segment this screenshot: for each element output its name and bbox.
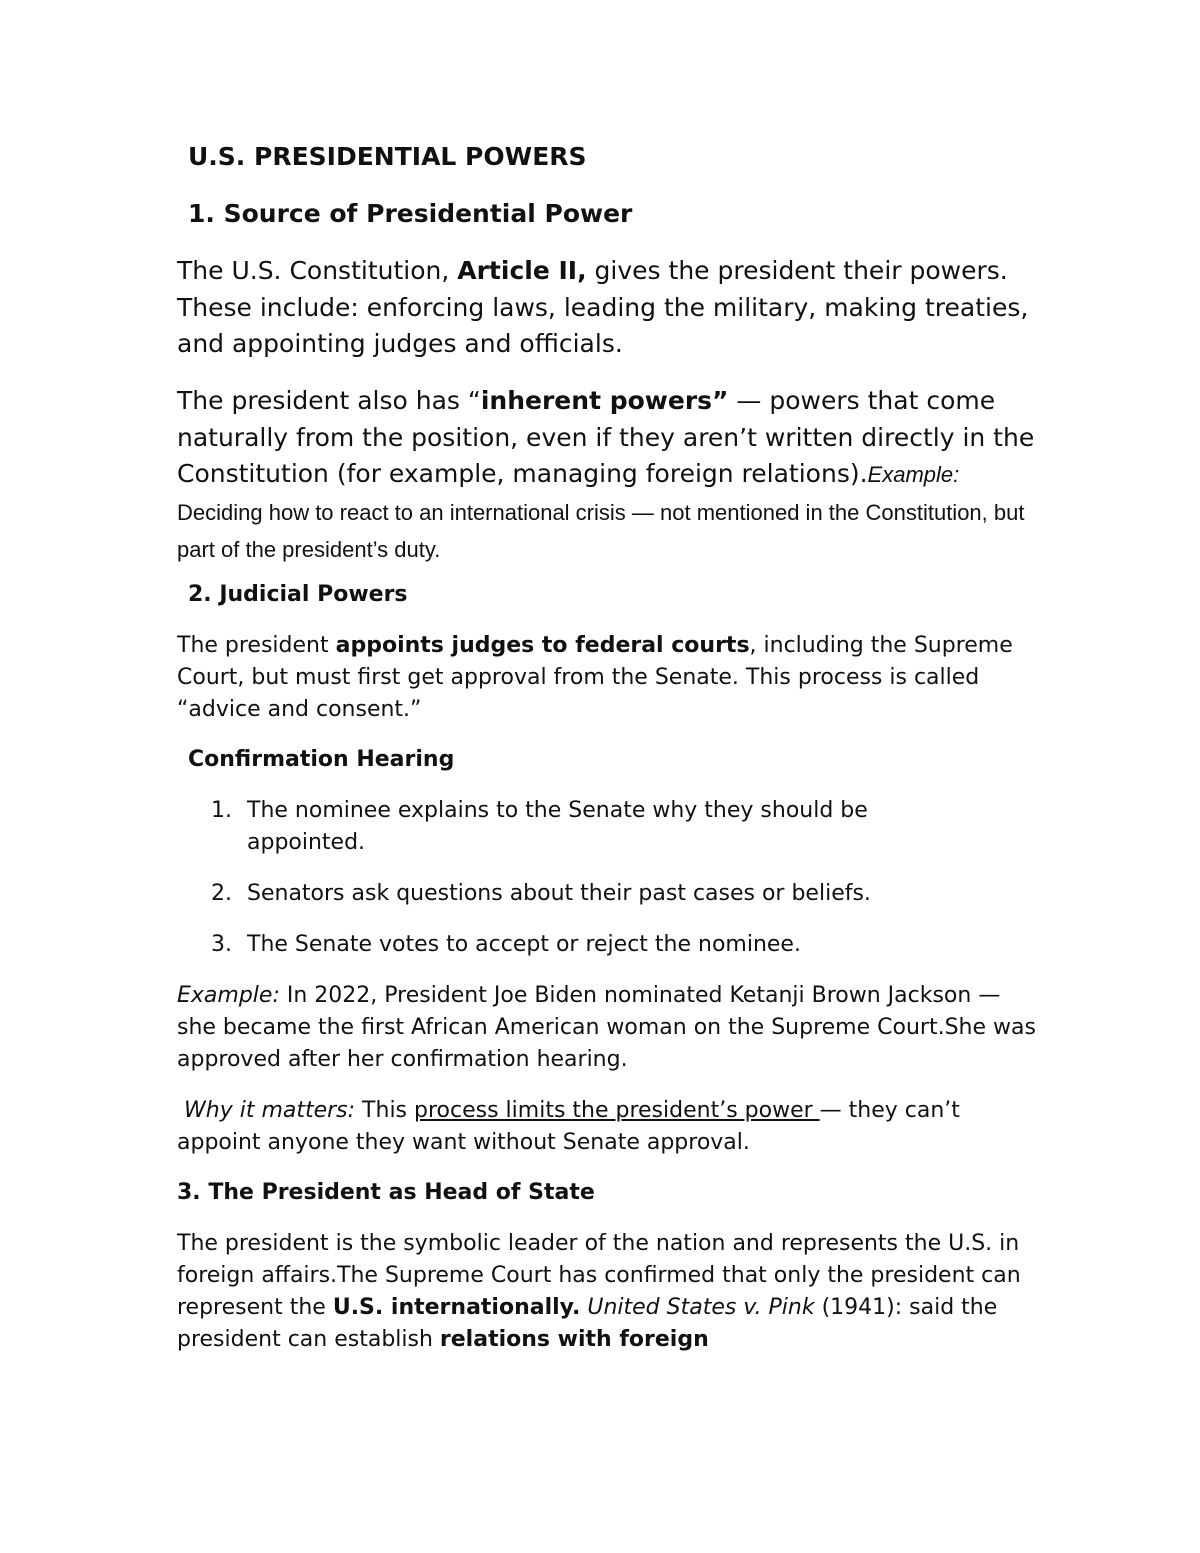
text-run: The president is the symbolic leader of the nation and represents the U.S. in foreign affairs.The Supreme Court has confirmed that only the president can represent the xyxy=(177,1231,1021,1320)
list-text: Senators ask questions about their past cases or beliefs. xyxy=(247,881,871,906)
bold-run: Article II, xyxy=(457,256,587,285)
example-label: Example: xyxy=(177,983,280,1008)
why-label: Why it matters: xyxy=(184,1098,356,1123)
bold-run: relations with foreign xyxy=(439,1327,709,1352)
document-title: U.S. PRESIDENTIAL POWERS xyxy=(188,142,587,171)
underlined-run: process limits the president’s power xyxy=(414,1098,820,1123)
text-run: , including the Supreme Court, but must first get approval from the Senate. This process is called “advice and consent.” xyxy=(177,633,1013,722)
case-name: United States v. Pink xyxy=(587,1295,815,1320)
text-run: The U.S. Constitution, xyxy=(177,256,458,285)
list-item xyxy=(211,795,971,859)
text-run: This xyxy=(355,1098,415,1123)
text-run: — they can’t appoint anyone they want without Senate approval. xyxy=(177,1098,960,1155)
text-run: In 2022, President Joe Biden nominated Ketanji Brown Jackson — she became the first African American woman on the Supreme Court.She was approved after her confirmation hearing. xyxy=(177,983,1036,1072)
section-1-paragraph-1 xyxy=(177,253,1037,363)
text-run: The president also has “ xyxy=(177,386,481,415)
bold-run: inherent powers” xyxy=(480,386,729,415)
bold-run: appoints judges to federal courts xyxy=(335,633,750,658)
section-2-paragraph-1 xyxy=(177,630,1037,726)
example-label: Example: xyxy=(867,462,960,487)
text-run: — powers that come naturally from the position, even if they aren’t written directly in the Constitution (for example, managing foreign relations). xyxy=(177,386,1035,488)
bold-run: U.S. internationally. xyxy=(332,1295,581,1320)
list-item xyxy=(211,929,971,961)
example-paragraph xyxy=(177,980,1037,1076)
list-text: The Senate votes to accept or reject the nominee. xyxy=(247,932,801,957)
section-3-heading: 3. The President as Head of State xyxy=(177,1180,595,1205)
text-run: gives the president their powers. These include: enforcing laws, leading the military, making treaties, and appointing judges and officials. xyxy=(177,256,1029,358)
text-run: (1941): said the president can establish xyxy=(177,1295,998,1352)
list-item xyxy=(211,878,971,910)
section-1-heading: 1. Source of Presidential Power xyxy=(188,199,633,228)
text-run: Deciding how to react to an international crisis — not mentioned in the Constitution, but part of the president’s duty. xyxy=(177,499,1025,562)
section-2-heading: 2. Judicial Powers xyxy=(188,582,408,607)
list-text: The nominee explains to the Senate why they should be appointed. xyxy=(247,798,868,855)
confirmation-hearing-heading: Confirmation Hearing xyxy=(188,747,455,772)
why-it-matters-paragraph xyxy=(177,1095,1037,1159)
section-3-paragraph-1 xyxy=(177,1228,1037,1356)
section-1-paragraph-2 xyxy=(177,383,1037,569)
text-run: The president xyxy=(177,633,336,658)
list-number: 1. xyxy=(211,798,232,823)
list-number: 2. xyxy=(211,881,232,906)
list-number: 3. xyxy=(211,932,232,957)
